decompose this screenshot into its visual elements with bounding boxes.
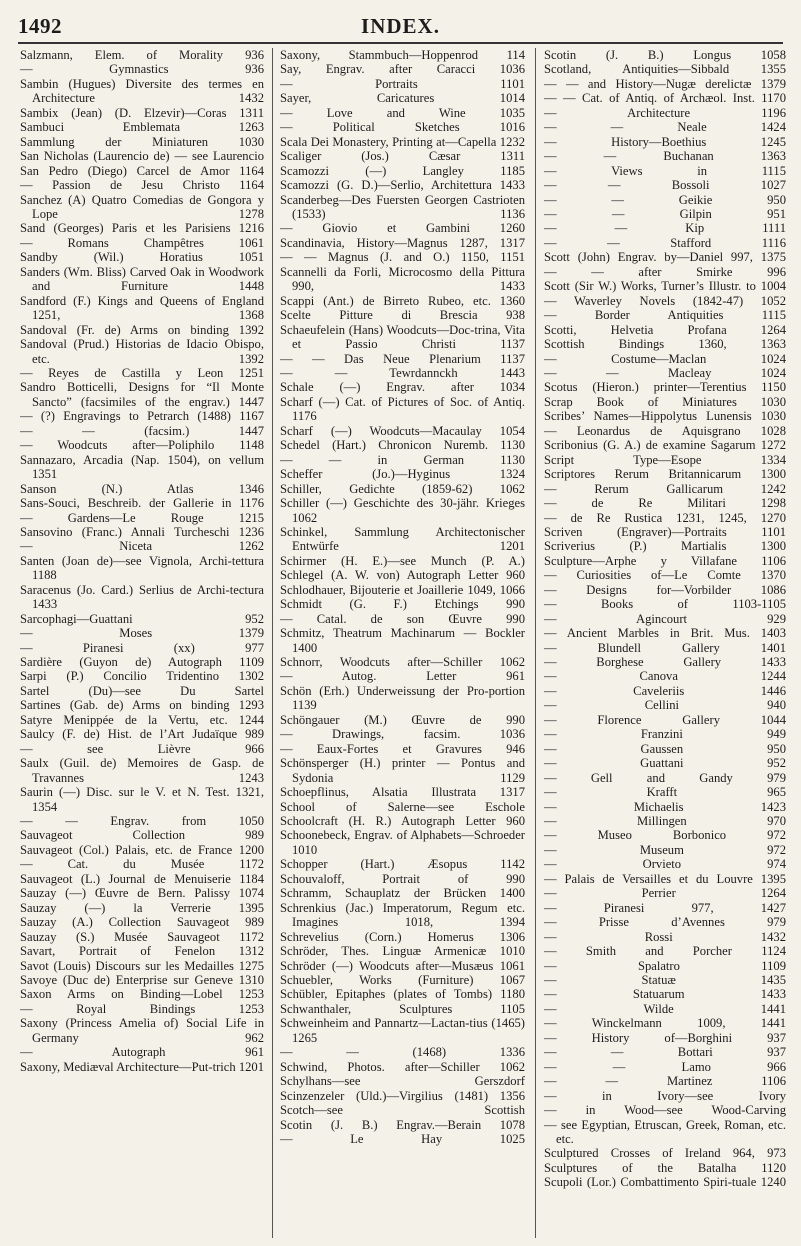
index-entry: Saulcy (F. de) Hist. de l’Art Judaïque 989 bbox=[20, 727, 264, 742]
index-entry: Schoolcraft (H. R.) Autograph Letter 960 bbox=[280, 814, 525, 829]
index-entry: Schröder, Thes. Linguæ Armenicæ 1010 bbox=[280, 944, 525, 959]
index-entry: — Curiosities of—Le Comte 1370 bbox=[544, 568, 786, 583]
index-entry: — de Re Rustica 1231, 1245, 1270 bbox=[544, 510, 786, 525]
index-entry: Schuebler, Works (Furniture) 1067 bbox=[280, 973, 525, 987]
index-entry: Sauvageot (L.) Journal de Menuiserie 1184 bbox=[20, 871, 264, 886]
index-entry: Scotin (J. B.) Longus 1058 bbox=[544, 48, 786, 62]
index-entry: Sarpi (P.) Concilio Tridentino 1302 bbox=[20, 669, 264, 684]
index-entry: — Giovio et Gambini 1260 bbox=[280, 221, 525, 236]
index-entry: Scala Dei Monastery, Printing at—Capella 1232 bbox=[280, 134, 525, 149]
index-entry: Sandoval (Fr. de) Arms on binding 1392 bbox=[20, 322, 264, 337]
index-entry: Savot (Louis) Discours sur les Medailles 1275 bbox=[20, 958, 264, 973]
index-entry: Sculpture—Arphe y Villafane 1106 bbox=[544, 553, 786, 568]
index-entry: — Portraits 1101 bbox=[280, 76, 525, 91]
index-entry: — — Tewrdannckh 1443 bbox=[280, 365, 525, 380]
index-entry: — Moses 1379 bbox=[20, 626, 264, 641]
index-entry: — — after Smirke 996 bbox=[544, 264, 786, 279]
index-entry: Scriverius (P.) Martialis 1300 bbox=[544, 539, 786, 554]
index-entry: Saxony, Stammbuch—Hoppenrod 114 bbox=[280, 48, 525, 62]
index-entry: — Waverley Novels (1842-47) 1052 bbox=[544, 293, 786, 308]
index-entry: Schiller, Gedichte (1859-62) 1062 bbox=[280, 481, 525, 496]
index-entry: Scandinavia, History—Magnus 1287, 1317 bbox=[280, 235, 525, 250]
index-entry: — Gaussen 950 bbox=[544, 741, 786, 756]
index-entry: Sauzay (—) la Verrerie 1395 bbox=[20, 900, 264, 915]
index-entry: Scriptores Rerum Britannicarum 1300 bbox=[544, 467, 786, 482]
index-entry: — in Wood—see Wood-Carving bbox=[544, 1103, 786, 1118]
index-entry: — Ancient Marbles in Brit. Mus. 1403 bbox=[544, 626, 786, 641]
index-entry: Sannazaro, Arcadia (Nap. 1504), on vellum 1351 bbox=[20, 452, 264, 482]
index-entry: School of Salerne—see Eschole bbox=[280, 799, 525, 814]
index-entry: — Wilde 1441 bbox=[544, 1001, 786, 1016]
index-entry: — — Geikie 950 bbox=[544, 192, 786, 207]
index-entry: Scott (Sir W.) Works, Turner’s Illustr. to 1004 bbox=[544, 279, 786, 294]
index-entry: Sandoval (Prud.) Historias de Idacio Obispo, etc. 1392 bbox=[20, 337, 264, 366]
index-entry: — Winckelmann 1009, 1441 bbox=[544, 1016, 786, 1031]
index-entry: — Piranesi (xx) 977 bbox=[20, 640, 264, 655]
index-entry: — Views in 1115 bbox=[544, 163, 786, 178]
index-entry: — Millingen 970 bbox=[544, 814, 786, 829]
index-entry: — Passion de Jesu Christo 1164 bbox=[20, 178, 264, 193]
index-entry: — Canova 1244 bbox=[544, 669, 786, 684]
index-entry: Saxony (Princess Amelia of) Social Life in Germany 962 bbox=[20, 1016, 264, 1045]
index-entry: — — and History—Nugæ derelictæ 1379 bbox=[544, 76, 786, 91]
index-entry: Script Type—Esope 1334 bbox=[544, 452, 786, 467]
index-entry: — Gymnastics 936 bbox=[20, 62, 264, 77]
index-entry: — — Macleay 1024 bbox=[544, 365, 786, 380]
index-entry: Sanchez (A) Quatro Comedias de Gongora y Lope 1278 bbox=[20, 192, 264, 221]
index-entry: — History—Boethius 1245 bbox=[544, 134, 786, 149]
index-entry: Scotland, Antiquities—Sibbald 1355 bbox=[544, 62, 786, 77]
index-entry: — — Lamo 966 bbox=[544, 1059, 786, 1074]
index-entry: Scelte Pitture di Brescia 938 bbox=[280, 308, 525, 323]
index-entry: Sambuci Emblemata 1263 bbox=[20, 120, 264, 135]
index-entry: Sand (Georges) Paris et les Parisiens 1216 bbox=[20, 221, 264, 236]
index-entry: Sayer, Caricatures 1014 bbox=[280, 91, 525, 106]
index-entry: Scott (John) Engrav. by—Daniel 997, 1375 bbox=[544, 250, 786, 265]
index-entry: Schoepflinus, Alsatia Illustrata 1317 bbox=[280, 785, 525, 800]
index-entry: — Love and Wine 1035 bbox=[280, 105, 525, 120]
index-entry: Schoonebeck, Engrav. of Alphabets—Schroeder 1010 bbox=[280, 828, 525, 857]
index-entry: — Florence Gallery 1044 bbox=[544, 712, 786, 727]
index-entry: — — (1468) 1336 bbox=[280, 1045, 525, 1060]
index-entry: Schirmer (H. E.)—see Munch (P. A.) bbox=[280, 553, 525, 568]
index-entry: Sammlung der Miniaturen 1030 bbox=[20, 134, 264, 149]
index-entry: — Autograph 961 bbox=[20, 1045, 264, 1060]
index-entry: — Architecture 1196 bbox=[544, 105, 786, 120]
index-entry: Sandby (Wil.) Horatius 1051 bbox=[20, 250, 264, 265]
index-entry: — — Engrav. from 1050 bbox=[20, 814, 264, 829]
index-entry: Sauvageot Collection 989 bbox=[20, 828, 264, 843]
index-entry: Schübler, Epitaphes (plates of Tombs) 1180 bbox=[280, 987, 525, 1002]
index-entry: Sauvageot (Col.) Palais, etc. de France 1200 bbox=[20, 842, 264, 857]
index-entry: Scinzenzeler (Uld.)—Virgilius (1481) 1356 bbox=[280, 1088, 525, 1103]
page-title: INDEX. bbox=[361, 14, 440, 38]
index-entry: Saurin (—) Disc. sur le V. et N. Test. 1321, 1354 bbox=[20, 785, 264, 814]
index-entry: Scamozzi (—) Langley 1185 bbox=[280, 163, 525, 178]
index-entry: — Catal. de son Œuvre 990 bbox=[280, 611, 525, 626]
index-entry: Scaliger (Jos.) Cæsar 1311 bbox=[280, 149, 525, 164]
index-entry: — see Lièvre 966 bbox=[20, 741, 264, 756]
index-entry: Scottish Bindings 1360, 1363 bbox=[544, 337, 786, 352]
index-entry: Sandford (F.) Kings and Queens of England 1251, 1368 bbox=[20, 293, 264, 323]
index-entry: Saracenus (Jo. Card.) Serlius de Archi-tectura 1433 bbox=[20, 582, 264, 612]
index-entry: — Spalatro 1109 bbox=[544, 958, 786, 973]
index-entry: — Reyes de Castilla y Leon 1251 bbox=[20, 365, 264, 380]
index-entry: Schön (Erh.) Underweissung der Pro-portion 1139 bbox=[280, 683, 525, 713]
index-entry: Sauzay (—) Œuvre de Bern. Palissy 1074 bbox=[20, 886, 264, 901]
index-entry: Scappi (Ant.) de Birreto Rubeo, etc. 1360 bbox=[280, 293, 525, 308]
index-entry: — Leonardus de Aquisgrano 1028 bbox=[544, 423, 786, 438]
index-entry: — Royal Bindings 1253 bbox=[20, 1001, 264, 1016]
index-entry: — — Martinez 1106 bbox=[544, 1074, 786, 1089]
index-entry: — Costume—Maclan 1024 bbox=[544, 351, 786, 366]
index-entry: Schröder (—) Woodcuts after—Musæus 1061 bbox=[280, 958, 525, 973]
index-entry: Sauzay (S.) Musée Sauvageot 1172 bbox=[20, 929, 264, 944]
index-entry: Saxony, Mediæval Architecture—Put-trich 1201 bbox=[20, 1059, 265, 1074]
index-entry: Scrap Book of Miniatures 1030 bbox=[544, 394, 786, 409]
index-entry: — Prisse d’Avennes 979 bbox=[544, 915, 786, 930]
index-entry: Scriven (Engraver)—Portraits 1101 bbox=[544, 524, 786, 539]
index-entry: Schmidt (G. F.) Etchings 990 bbox=[280, 597, 525, 612]
index-entry: Sanders (Wm. Bliss) Carved Oak in Woodwork and Furniture 1448 bbox=[20, 264, 264, 294]
column-divider-1 bbox=[272, 48, 273, 1238]
index-entry: Sarcophagi—Guattani 952 bbox=[20, 611, 264, 626]
index-entry: — — Bottari 937 bbox=[544, 1045, 786, 1060]
index-entry: Schiller (—) Geschichte des 30-jähr. Krieges 1062 bbox=[280, 496, 525, 525]
column-divider-2 bbox=[535, 48, 536, 1238]
index-entry: Sambin (Hugues) Diversite des termes en Architecture 1432 bbox=[20, 76, 264, 106]
index-entry: Salzmann, Elem. of Morality 936 bbox=[20, 48, 264, 62]
index-entry: Schale (—) Engrav. after 1034 bbox=[280, 380, 525, 395]
index-entry: Schweinheim and Pannartz—Lactan-tius (1465) 1265 bbox=[280, 1016, 525, 1045]
index-entry: Scheffer (Jo.)—Hyginus 1324 bbox=[280, 467, 525, 482]
index-entry: Schöngauer (M.) Œuvre de 990 bbox=[280, 712, 525, 727]
index-entry: — Autog. Letter 961 bbox=[280, 669, 525, 684]
index-entry: Schönsperger (H.) printer — Pontus and Sydonia 1129 bbox=[280, 756, 525, 785]
index-entry: — — in German 1130 bbox=[280, 452, 525, 467]
index-entry: Sauzay (A.) Collection Sauvageot 989 bbox=[20, 915, 264, 930]
index-entry: Scotti, Helvetia Profana 1264 bbox=[544, 322, 786, 337]
index-entry: — Designs for—Vorbilder 1086 bbox=[544, 582, 786, 597]
index-entry: Schrenkius (Jac.) Imperatorum, Regum etc. Imagines 1018, 1394 bbox=[280, 900, 525, 930]
index-column-3 bbox=[544, 48, 786, 1190]
index-entry: — Rerum Gallicarum 1242 bbox=[544, 481, 786, 496]
index-entry: Scanderbeg—Des Fuersten Georgen Castrioten (1533) 1136 bbox=[280, 192, 525, 221]
index-entry: — Borghese Gallery 1433 bbox=[544, 655, 786, 670]
index-entry: — — (facsim.) 1447 bbox=[20, 423, 264, 438]
index-entry: — — Kip 1111 bbox=[544, 221, 786, 236]
index-entry: Sartel (Du)—see Du Sartel bbox=[20, 683, 264, 698]
index-entry: Savoye (Duc de) Enterprise sur Geneve 1310 bbox=[20, 973, 264, 987]
index-entry: — — Magnus (J. and O.) 1150, 1151 bbox=[280, 250, 525, 265]
index-column-1 bbox=[20, 48, 264, 1074]
index-entry: — Michaelis 1423 bbox=[544, 799, 786, 814]
index-entry: Schouvaloff, Portrait of 990 bbox=[280, 871, 525, 886]
index-entry: — Eaux-Fortes et Gravures 946 bbox=[280, 741, 525, 756]
index-entry: — Cellini 940 bbox=[544, 698, 786, 713]
index-entry: — Statuæ 1435 bbox=[544, 973, 786, 987]
index-entry: Scotin (J. B.) Engrav.—Berain 1078 bbox=[280, 1117, 525, 1132]
index-entry: Scotch—see Scottish bbox=[280, 1103, 525, 1118]
index-entry: Sansovino (Franc.) Annali Turcheschi 1236 bbox=[20, 524, 264, 539]
page-header bbox=[18, 14, 783, 38]
index-entry: — Museo Borbonico 972 bbox=[544, 828, 786, 843]
index-entry: Schnorr, Woodcuts after—Schiller 1062 bbox=[280, 655, 525, 670]
index-entry: Sambix (Jean) (D. Elzevir)—Coras 1311 bbox=[20, 105, 264, 120]
header-rule bbox=[18, 42, 783, 44]
index-entry: Schlegel (A. W. von) Autograph Letter 960 bbox=[280, 568, 525, 583]
index-entry: — Palais de Versailles et du Louvre 1395 bbox=[544, 871, 786, 886]
index-entry: — Books of 1103-1105 bbox=[544, 597, 786, 612]
index-entry: Schmitz, Theatrum Machinarum — Bockler 1400 bbox=[280, 626, 525, 655]
index-entry: — Smith and Porcher 1124 bbox=[544, 944, 786, 959]
index-entry: Sculptured Crosses of Ireland 964, 973 bbox=[544, 1146, 786, 1161]
index-entry: Scamozzi (G. D.)—Serlio, Architettura 1433 bbox=[280, 178, 525, 193]
index-entry: — Romans Champêtres 1061 bbox=[20, 235, 264, 250]
index-entry: — — Das Neue Plenarium 1137 bbox=[280, 351, 525, 366]
index-entry: Saxon Arms on Binding—Lobel 1253 bbox=[20, 987, 264, 1002]
index-entry: — Orvieto 974 bbox=[544, 857, 786, 872]
index-entry: Satyre Menippée de la Vertu, etc. 1244 bbox=[20, 712, 264, 727]
index-entry: — Gardens—Le Rouge 1215 bbox=[20, 510, 264, 525]
index-entry: — Franzini 949 bbox=[544, 727, 786, 742]
index-entry: — — Buchanan 1363 bbox=[544, 149, 786, 164]
index-entry: — Political Sketches 1016 bbox=[280, 120, 525, 135]
index-entry: San Nicholas (Laurencio de) — see Laurencio bbox=[20, 149, 264, 164]
index-entry: — Gell and Gandy 979 bbox=[544, 770, 786, 785]
index-entry: Schylhans—see Gerszdorf bbox=[280, 1074, 525, 1089]
index-entry: — Niceta 1262 bbox=[20, 539, 264, 554]
index-entry: Schedel (Hart.) Chronicon Nuremb. 1130 bbox=[280, 438, 525, 453]
index-entry: — — Cat. of Antiq. of Archæol. Inst. 1170 bbox=[544, 91, 786, 106]
page-number: 1492 bbox=[18, 14, 62, 38]
index-entry: — (?) Engravings to Petrarch (1488) 1167 bbox=[20, 409, 264, 424]
index-entry: Scribonius (G. A.) de examine Sagarum 1272 bbox=[544, 438, 786, 453]
index-entry: — Krafft 965 bbox=[544, 785, 786, 800]
index-entry: Schlodhauer, Bijouterie et Joaillerie 1049, 1066 bbox=[280, 582, 525, 597]
index-entry: — see Egyptian, Etruscan, Greek, Roman, etc. etc. bbox=[544, 1117, 786, 1146]
index-entry: — — Stafford 1116 bbox=[544, 235, 786, 250]
index-entry: — — Neale 1424 bbox=[544, 120, 786, 135]
index-entry: — Agincourt 929 bbox=[544, 611, 786, 626]
index-entry: — Border Antiquities 1115 bbox=[544, 308, 786, 323]
index-entry: Scannelli da Forli, Microcosmo della Pittura 990, 1433 bbox=[280, 264, 525, 294]
index-entry: Sans-Souci, Beschreib. der Gallerie in 1176 bbox=[20, 496, 264, 511]
index-entry: Savart, Portrait of Fenelon 1312 bbox=[20, 944, 264, 959]
index-entry: Schinkel, Sammlung Architectonischer Entwürfe 1201 bbox=[280, 524, 525, 554]
index-entry: — Drawings, facsim. 1036 bbox=[280, 727, 525, 742]
index-entry: Sanson (N.) Atlas 1346 bbox=[20, 481, 264, 496]
index-entry: Say, Engrav. after Caracci 1036 bbox=[280, 62, 525, 77]
index-entry: Sculptures of the Batalha 1120 bbox=[544, 1160, 786, 1175]
index-entry: Santen (Joan de)—see Vignola, Archi-tettura 1188 bbox=[20, 553, 264, 583]
index-entry: Schramm, Schauplatz der Brücken 1400 bbox=[280, 886, 525, 901]
index-entry: — Woodcuts after—Poliphilo 1148 bbox=[20, 438, 264, 453]
index-entry: Schaeufelein (Hans) Woodcuts—Doc-trina, Vita et Passio Christi 1137 bbox=[280, 322, 525, 352]
index-entry: — de Re Militari 1298 bbox=[544, 496, 786, 511]
index-entry: — Le Hay 1025 bbox=[280, 1131, 525, 1146]
index-entry: — Caveleriis 1446 bbox=[544, 683, 786, 698]
index-entry: Scharf (—) Woodcuts—Macaulay 1054 bbox=[280, 423, 525, 438]
index-entry: — Guattani 952 bbox=[544, 756, 786, 771]
index-entry: — — Bossoli 1027 bbox=[544, 178, 786, 193]
index-entry: — Blundell Gallery 1401 bbox=[544, 640, 786, 655]
index-entry: — Perrier 1264 bbox=[544, 886, 786, 901]
index-entry: Sandro Botticelli, Designs for “Il Monte Sancto” (facsimiles of the engrav.) 1447 bbox=[20, 380, 264, 409]
index-entry: — Statuarum 1433 bbox=[544, 987, 786, 1002]
index-entry: — Rossi 1432 bbox=[544, 929, 786, 944]
index-entry: Sartines (Gab. de) Arms on binding 1293 bbox=[20, 698, 264, 713]
index-entry: Scupoli (Lor.) Combattimento Spiri-tuale 1240 bbox=[544, 1175, 786, 1190]
index-entry: Schwanthaler, Sculptures 1105 bbox=[280, 1001, 525, 1016]
index-entry: San Pedro (Diego) Carcel de Amor 1164 bbox=[20, 163, 264, 178]
index-entry: Scribes’ Names—Hippolytus Lunensis 1030 bbox=[544, 409, 786, 424]
index-entry: Schopper (Hart.) Æsopus 1142 bbox=[280, 857, 525, 872]
index-entry: Scharf (—) Cat. of Pictures of Soc. of Antiq. 1176 bbox=[280, 394, 525, 424]
index-entry: Saulx (Guil. de) Memoires de Gasp. de Travannes 1243 bbox=[20, 756, 264, 785]
index-entry: — — Gilpin 951 bbox=[544, 206, 786, 221]
index-entry: Schrevelius (Corn.) Homerus 1306 bbox=[280, 929, 525, 944]
index-entry: — in Ivory—see Ivory bbox=[544, 1088, 786, 1103]
index-column-2 bbox=[280, 48, 525, 1146]
index-entry: — History of—Borghini 937 bbox=[544, 1030, 786, 1045]
index-entry: — Cat. du Musée 1172 bbox=[20, 857, 264, 872]
index-entry: Sardière (Guyon de) Autograph 1109 bbox=[20, 655, 264, 670]
index-entry: — Piranesi 977, 1427 bbox=[544, 900, 786, 915]
index-entry: Scotus (Hieron.) printer—Terentius 1150 bbox=[544, 380, 786, 395]
index-entry: Schwind, Photos. after—Schiller 1062 bbox=[280, 1059, 525, 1074]
index-entry: — Museum 972 bbox=[544, 842, 786, 857]
